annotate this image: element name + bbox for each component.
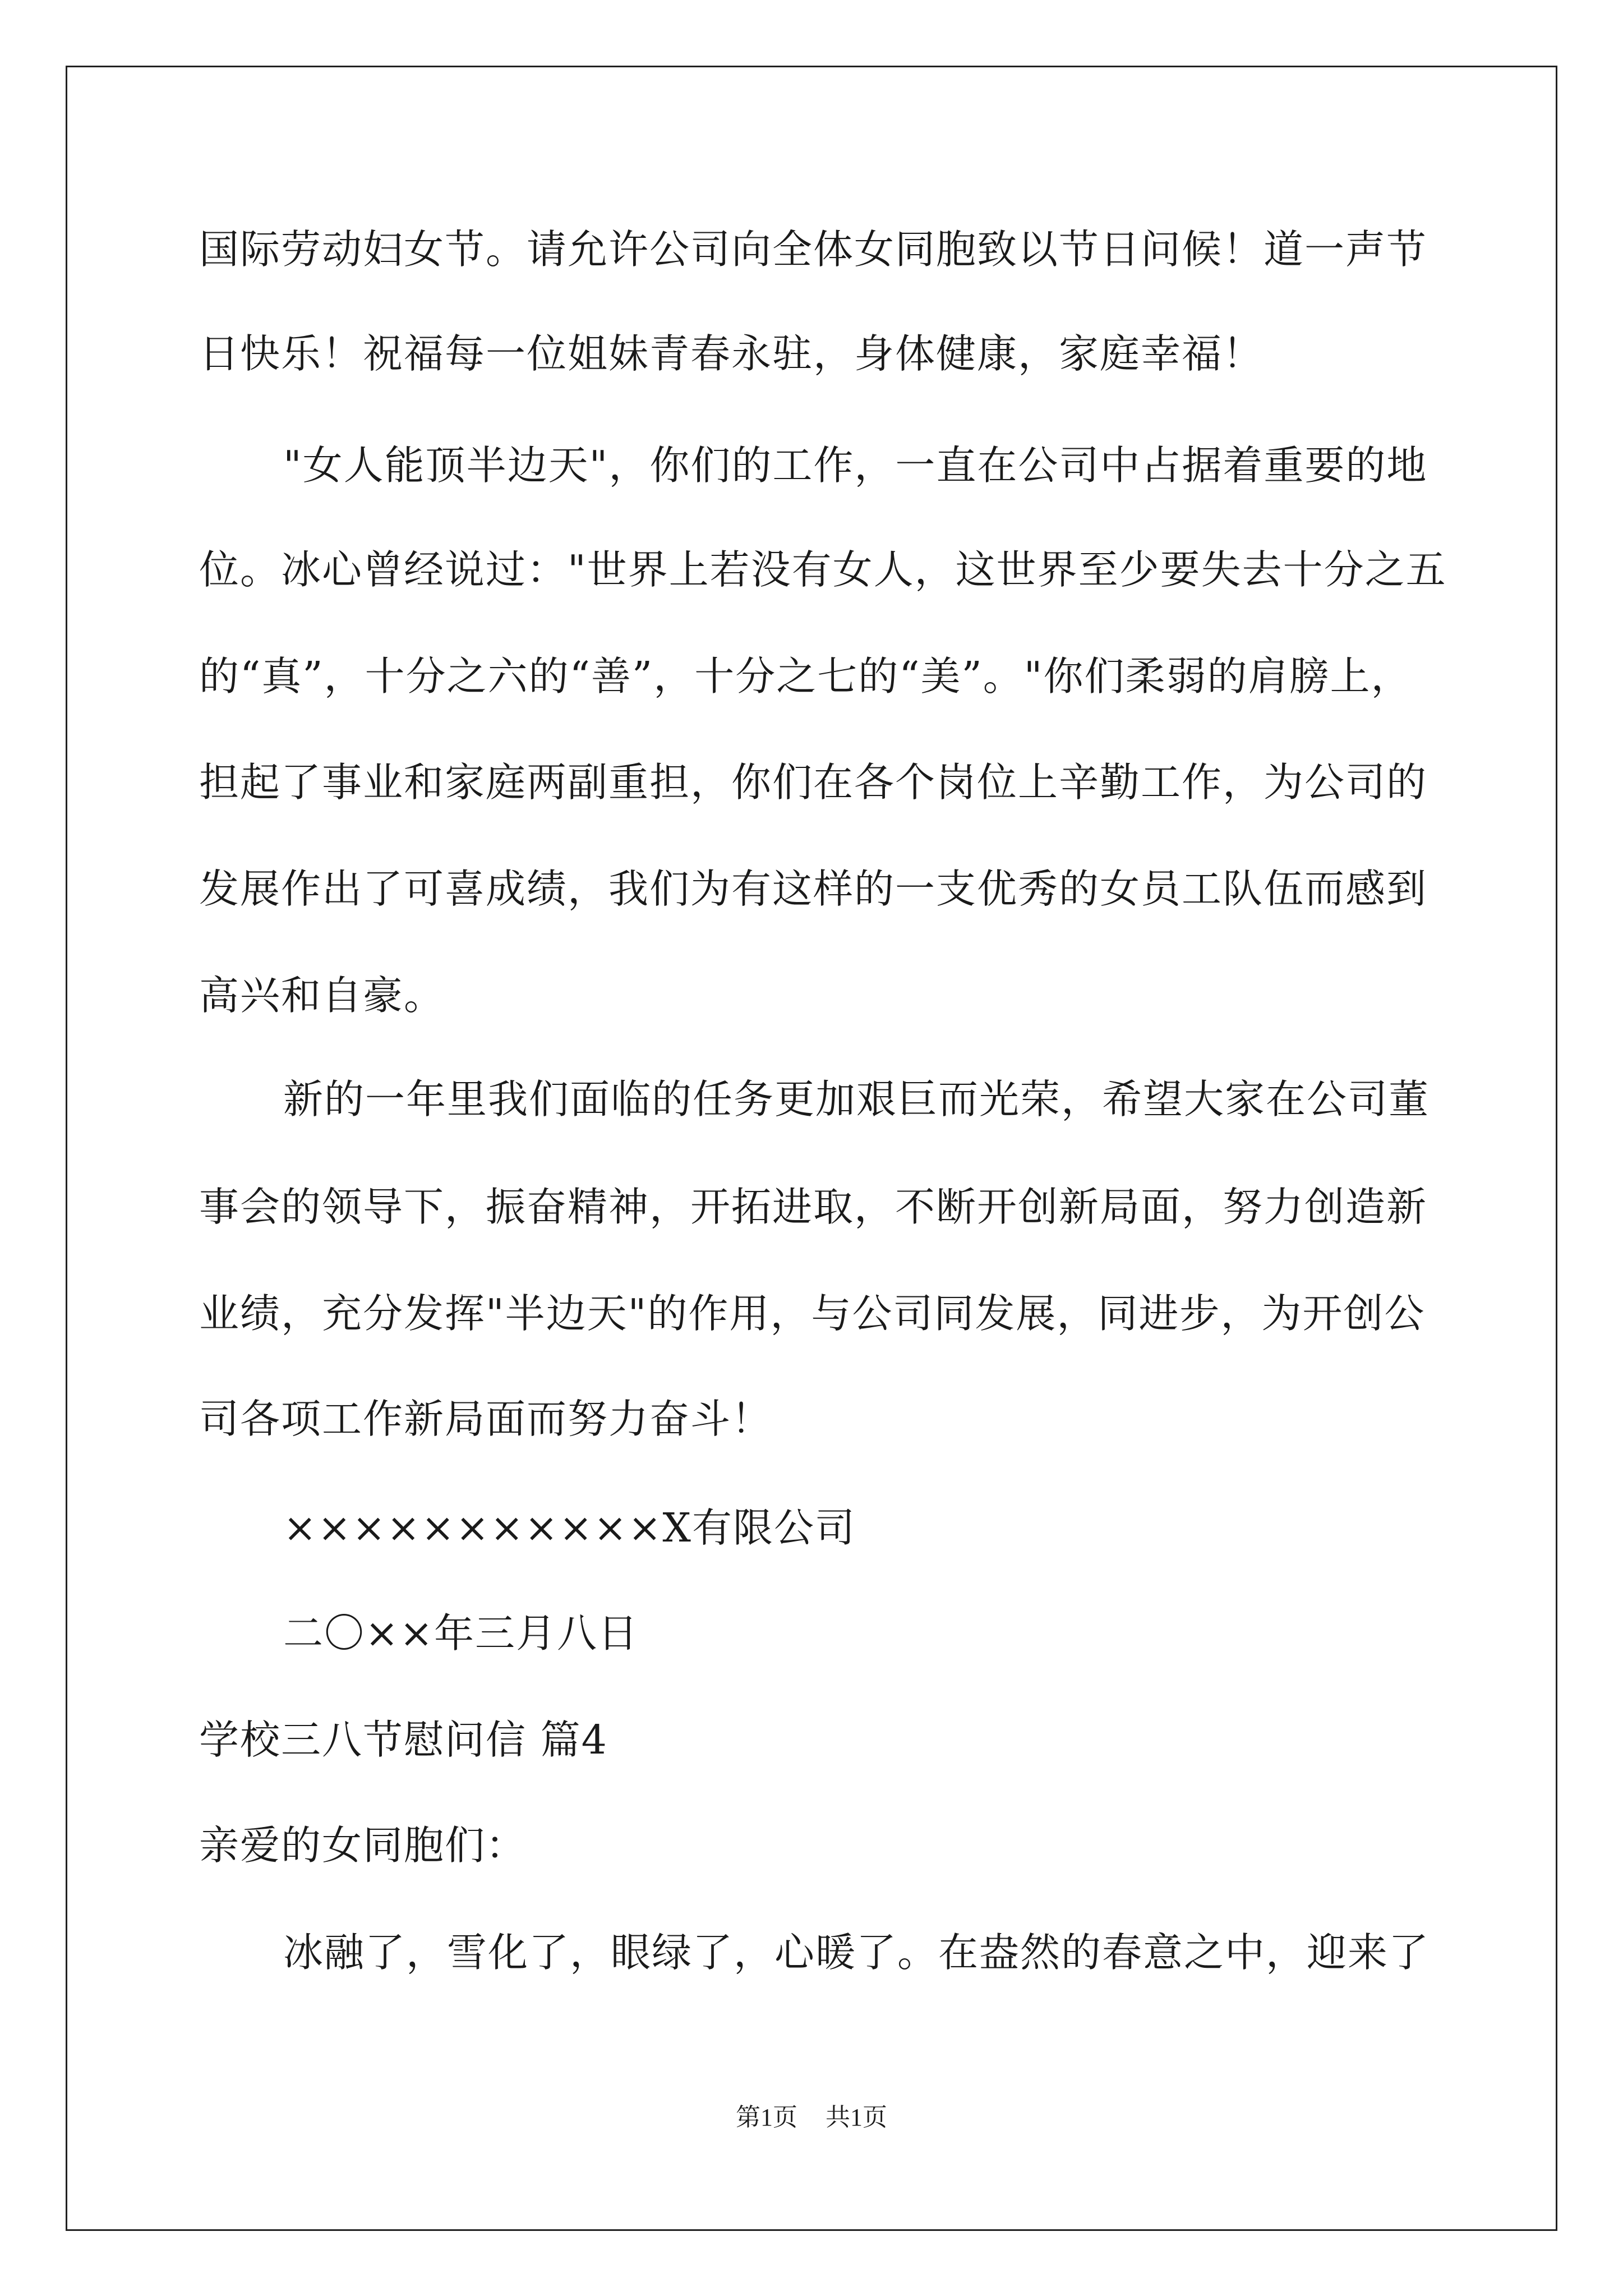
body-line: 发展作出了可喜成绩，我们为有这样的一支优秀的女员工队伍而感到 — [199, 866, 1428, 912]
section-heading: 学校三八节慰问信 篇4 — [199, 1717, 608, 1763]
page-border — [66, 66, 1557, 2231]
company-signature: ×××××××××××X有限公司 — [283, 1504, 856, 1551]
body-line: 事会的领导下，振奋精神，开拓进取，不断开创新局面，努力创造新 — [199, 1184, 1428, 1230]
body-line: "女人能顶半边天"，你们的工作，一直在公司中占据着重要的地 — [283, 442, 1428, 489]
page-total: 共1页 — [826, 2104, 887, 2131]
body-line: 国际劳动妇女节。请允许公司向全体女同胞致以节日问候！道一声节 — [199, 226, 1428, 273]
body-line: 位。冰心曾经说过："世界上若没有女人，这世界至少要失去十分之五 — [199, 546, 1447, 593]
body-line: 业绩，充分发挥"半边天"的作用，与公司同发展，同进步，为开创公 — [199, 1290, 1426, 1337]
body-line: 的“真”，十分之六的“善”，十分之七的“美”。"你们柔弱的肩膀上， — [199, 653, 1412, 700]
body-line: 新的一年里我们面临的任务更加艰巨而光荣，希望大家在公司董 — [283, 1076, 1430, 1122]
body-line: 冰融了，雪化了，眼绿了，心暖了。在盎然的春意之中，迎来了 — [283, 1929, 1430, 1976]
body-line: 司各项工作新局面而努力奋斗！ — [199, 1396, 773, 1442]
body-line: 高兴和自豪。 — [199, 972, 445, 1019]
page-footer — [0, 2101, 1623, 2134]
body-line: 日快乐！祝福每一位姐妹青春永驻，身体健康，家庭幸福！ — [199, 330, 1264, 377]
body-line: 担起了事业和家庭两副重担，你们在各个岗位上辛勤工作，为公司的 — [199, 759, 1428, 806]
page-number: 第1页 — [736, 2104, 797, 2131]
letter-date: 二〇××年三月八日 — [283, 1610, 639, 1657]
salutation: 亲爱的女同胞们： — [199, 1822, 527, 1869]
